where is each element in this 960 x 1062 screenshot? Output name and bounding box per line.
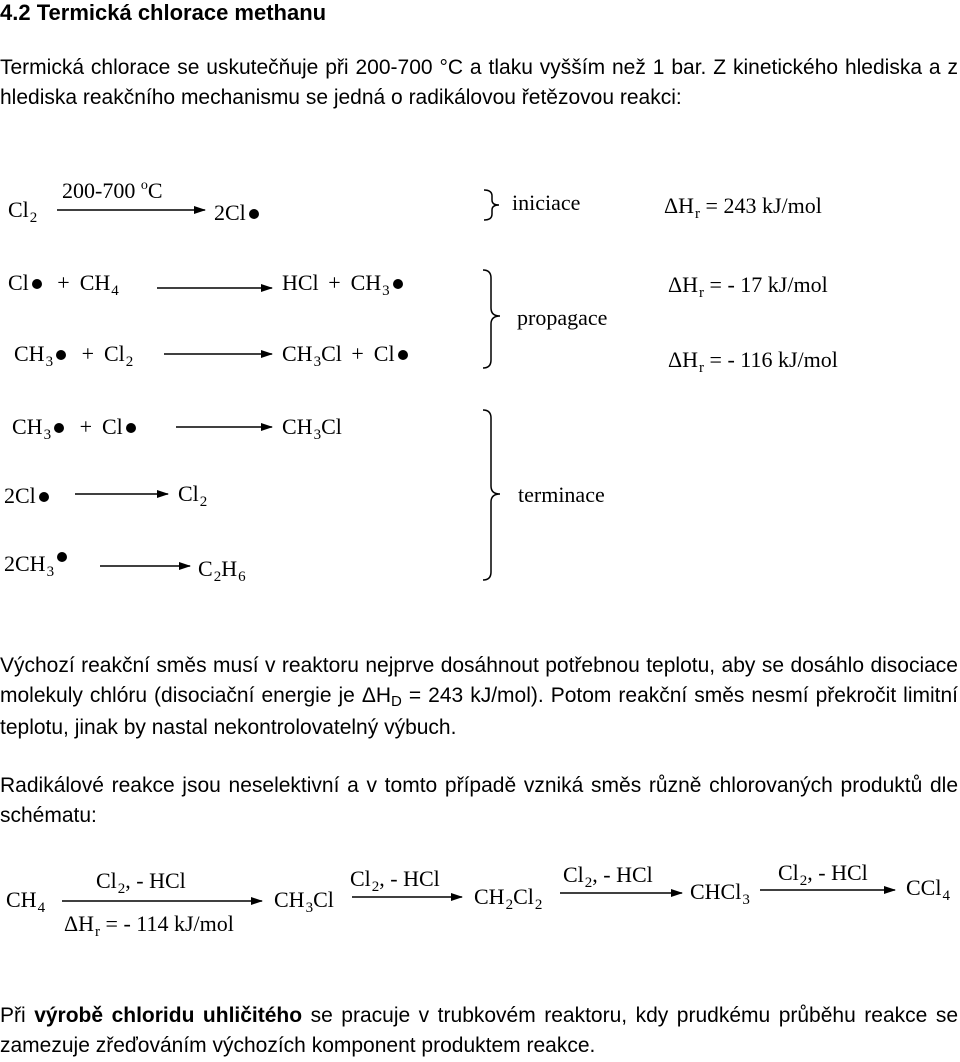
scheme-chcl3: CHCl$_3$ bbox=[690, 879, 750, 908]
scheme-ccl4: CCl$_4$ bbox=[906, 875, 950, 904]
scheme-step-2-reagent: $Cl_2$, - HCl bbox=[350, 866, 440, 895]
scheme-ch4: $CH_4$ bbox=[6, 887, 46, 916]
propagation-1-reactants: $Cl + CH_4$ bbox=[8, 270, 119, 299]
propagation-brace bbox=[483, 270, 500, 368]
termination-1-reactants: $CH_3 + Cl$ bbox=[12, 414, 136, 440]
termination-3-reactant: $2CH_3$ bbox=[4, 551, 67, 577]
initiation-condition: 200-700 $^o$C bbox=[62, 178, 163, 203]
initiation-label: iniciace bbox=[512, 190, 581, 215]
scheme-step-3-reagent: $Cl_2$, - HCl bbox=[563, 862, 653, 891]
termination-label: terminace bbox=[518, 482, 605, 507]
radical-dot bbox=[398, 350, 408, 360]
radical-paragraph: Radikálové reakce jsou neselektivní a v tomto případě vzniká směs různě chlorovaných produktů dle schématu: bbox=[0, 774, 958, 827]
initiation-brace bbox=[484, 190, 499, 220]
radical-dot bbox=[54, 423, 64, 433]
termination-brace bbox=[483, 410, 500, 580]
intro-paragraph: Termická chlorace se uskutečňuje při 200-700 °C a tlaku vyšším než 1 bar. Z kinetického hlediska a z hlediska reakčního mechanismu se jedná o radikálovou řetězovou reakci: bbox=[0, 56, 958, 109]
section-number: 4.2 bbox=[0, 0, 31, 25]
dissociation-paragraph: Výchozí reakční směs musí v reaktoru nejprve dosáhnout potřebnou teplotu, aby se dosáhlo disociace molekuly chlóru (disociační energie je ΔHD = 243 kJ/mol). Potom reakční směs nesmí překročit limitní teplotu, jinak by nastal nekontrolovatelný výbuch. bbox=[0, 654, 958, 739]
initiation-enthalpy: $\Delta H_r = 243$ kJ/mol bbox=[664, 193, 822, 222]
radical-dot bbox=[249, 209, 259, 219]
radical-dot bbox=[32, 279, 42, 289]
radical-dot bbox=[56, 350, 66, 360]
scheme-ch3cl: $CH_3Cl$ bbox=[274, 887, 334, 916]
propagation-1-products: HCl + $CH_3$ bbox=[282, 270, 403, 296]
scheme-ch2cl2: $CH_2Cl_2$ bbox=[474, 884, 543, 913]
radical-dot bbox=[39, 492, 49, 502]
propagation-2-reactants: $CH_3 + Cl_2$ bbox=[14, 341, 134, 370]
termination-2-reactant: 2Cl bbox=[4, 483, 49, 509]
footer-paragraph: Při výrobě chloridu uhličitého se pracuje v trubkovém reaktoru, kdy prudkému průběhu reakce se zamezuje zřeďováním výchozích komponent produktem reakce. bbox=[0, 1004, 959, 1057]
propagation-2-enthalpy: $\Delta H_r$ = - 116 kJ/mol bbox=[668, 347, 838, 376]
initiation-reactant: $Cl_2$ bbox=[8, 197, 38, 226]
propagation-label: propagace bbox=[517, 305, 608, 330]
scheme-step-1-enthalpy: $\Delta H_r$ = - 114 kJ/mol bbox=[64, 911, 234, 940]
section-title: Termická chlorace methanu bbox=[36, 0, 327, 25]
radical-dot bbox=[126, 423, 136, 433]
radical-dot bbox=[393, 279, 403, 289]
radical-dot bbox=[57, 552, 67, 562]
termination-3-product: $C_2H_6$ bbox=[198, 556, 246, 585]
termination-1-product: $CH_3Cl$ bbox=[282, 414, 342, 443]
scheme-step-1-reagent: $Cl_2$, - HCl bbox=[96, 868, 186, 897]
propagation-2-products: $CH_3Cl + Cl$ bbox=[282, 341, 408, 367]
termination-2-product: $Cl_2$ bbox=[178, 481, 208, 510]
propagation-1-enthalpy: $\Delta H_r$ = - 17 kJ/mol bbox=[668, 272, 828, 301]
scheme-step-4-reagent: $Cl_2$, - HCl bbox=[778, 860, 868, 889]
footer-bold-phrase: výrobě chloridu uhličitého bbox=[34, 1004, 303, 1027]
initiation-product: 2Cl bbox=[214, 200, 259, 226]
